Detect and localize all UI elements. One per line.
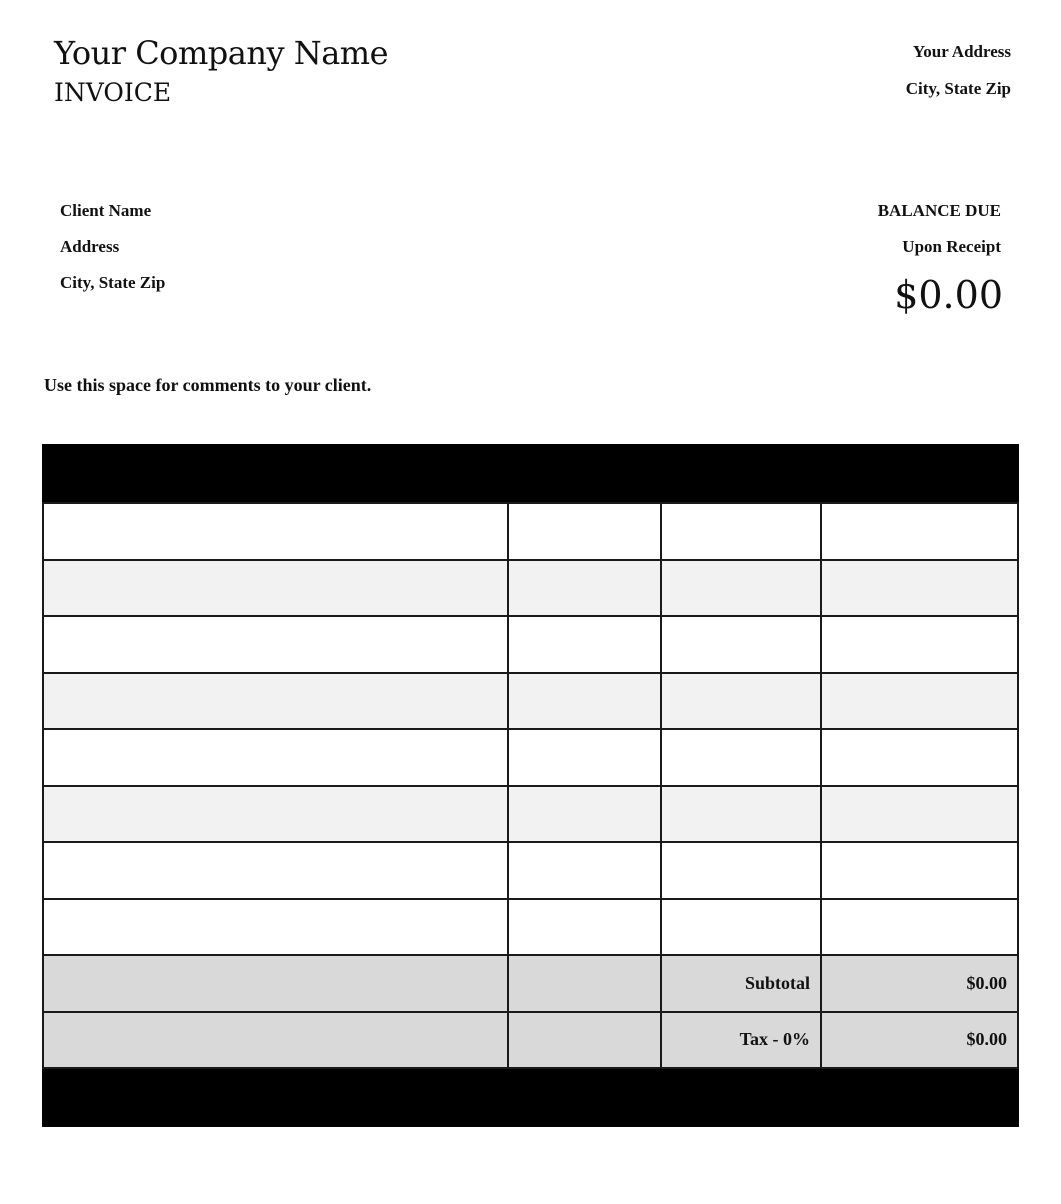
- item-total-cell[interactable]: [821, 560, 1018, 617]
- table-row: [43, 503, 1018, 560]
- item-description-cell[interactable]: [43, 503, 508, 560]
- sender-address: Your Address: [912, 42, 1011, 61]
- item-unit-price-cell[interactable]: [661, 899, 821, 956]
- column-header-unit-price: [661, 445, 821, 503]
- item-total-cell[interactable]: [821, 673, 1018, 730]
- table-row: [43, 616, 1018, 673]
- item-unit-price-cell[interactable]: [661, 729, 821, 786]
- item-total-cell[interactable]: [821, 616, 1018, 673]
- item-unit-price-cell[interactable]: [661, 673, 821, 730]
- sender-city: City, State Zip: [905, 79, 1011, 98]
- item-description-cell[interactable]: [43, 673, 508, 730]
- item-quantity-cell[interactable]: [508, 786, 661, 843]
- column-header-description: [43, 445, 508, 503]
- table-row: [43, 673, 1018, 730]
- item-description-cell[interactable]: [43, 560, 508, 617]
- item-description-cell[interactable]: [43, 899, 508, 956]
- summary-blank-cell: [508, 1012, 661, 1069]
- item-unit-price-cell[interactable]: [661, 560, 821, 617]
- table-row: [43, 560, 1018, 617]
- table-row: [43, 786, 1018, 843]
- item-description-cell[interactable]: [43, 842, 508, 899]
- item-total-cell[interactable]: [821, 503, 1018, 560]
- balance-amount: $0.00: [894, 273, 1003, 317]
- table-row: [43, 729, 1018, 786]
- item-quantity-cell[interactable]: [508, 729, 661, 786]
- line-items-table: [42, 444, 1019, 1127]
- summary-blank-cell: [43, 955, 508, 1012]
- item-unit-price-cell[interactable]: [661, 786, 821, 843]
- item-quantity-cell[interactable]: [508, 560, 661, 617]
- tax-value: $0.00: [821, 1012, 1018, 1069]
- summary-blank-cell: [508, 955, 661, 1012]
- item-total-cell[interactable]: [821, 786, 1018, 843]
- tax-label: Tax - 0%: [661, 1012, 821, 1069]
- balance-label: BALANCE DUE: [877, 201, 1001, 220]
- table-row: [43, 842, 1018, 899]
- client-name: Client Name: [60, 201, 152, 220]
- sender-address-block: [906, 33, 1011, 107]
- item-description-cell[interactable]: [43, 729, 508, 786]
- table-header-row: [43, 445, 1018, 503]
- item-description-cell[interactable]: [43, 786, 508, 843]
- summary-blank-cell: [43, 1012, 508, 1069]
- column-header-total: [821, 445, 1018, 503]
- subtotal-value: $0.00: [821, 955, 1018, 1012]
- client-block: [60, 193, 165, 301]
- total-blank-cell: [43, 1068, 508, 1126]
- item-unit-price-cell[interactable]: [661, 616, 821, 673]
- item-total-cell[interactable]: [821, 842, 1018, 899]
- balance-terms: Upon Receipt: [902, 237, 1001, 256]
- tax-row: [43, 1012, 1018, 1069]
- item-unit-price-cell[interactable]: [661, 503, 821, 560]
- item-unit-price-cell[interactable]: [661, 842, 821, 899]
- column-header-quantity: [508, 445, 661, 503]
- company-name: Your Company Name: [54, 34, 389, 72]
- item-quantity-cell[interactable]: [508, 899, 661, 956]
- total-blank-cell: [508, 1068, 661, 1126]
- total-row: [43, 1068, 1018, 1126]
- item-quantity-cell[interactable]: [508, 842, 661, 899]
- client-city: City, State Zip: [60, 273, 166, 292]
- item-total-cell[interactable]: [821, 899, 1018, 956]
- item-description-cell[interactable]: [43, 616, 508, 673]
- balance-block: [878, 193, 1001, 319]
- subtotal-row: [43, 955, 1018, 1012]
- item-quantity-cell[interactable]: [508, 616, 661, 673]
- table-row: [43, 899, 1018, 956]
- item-quantity-cell[interactable]: [508, 503, 661, 560]
- client-address: Address: [60, 237, 120, 256]
- subtotal-label: Subtotal: [661, 955, 821, 1012]
- comments-text[interactable]: Use this space for comments to your client.: [44, 375, 372, 395]
- item-total-cell[interactable]: [821, 729, 1018, 786]
- total-label: [661, 1068, 821, 1126]
- document-title: INVOICE: [54, 78, 172, 107]
- total-value: [821, 1068, 1018, 1126]
- item-quantity-cell[interactable]: [508, 673, 661, 730]
